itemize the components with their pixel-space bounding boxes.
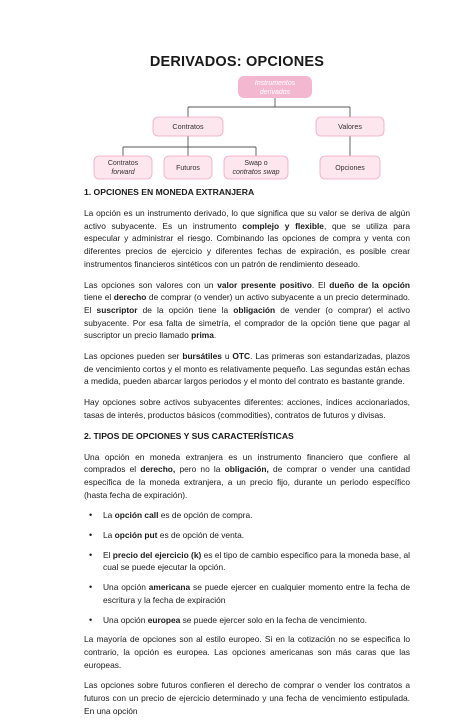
bold-term: suscriptor	[96, 304, 138, 315]
list-item: • El precio del ejercicio (k) es el tipo de cambio especifico para la moneda base, al cual se puede ejecutar la opción.	[84, 549, 410, 574]
section-heading: 1. OPCIONES EN MONEDA EXTRANJERA	[84, 187, 255, 197]
node-contratos-forward	[94, 156, 152, 179]
paragraph: Las opciones sobre futuros confieren el derecho de comprar o vender los contratos a futuros con un precio de ejercicio determinado y una fecha de vencimiento estipulada. En una opción	[84, 680, 410, 716]
list-item: • La opción put es de opción de venta.	[84, 529, 410, 542]
bold-term: opción put	[114, 530, 158, 541]
list-item: • La opción call es de opción de compra.	[84, 509, 410, 522]
node-valores	[316, 117, 384, 136]
bold-term: europea	[147, 614, 181, 625]
svg-text:Valores: Valores	[338, 122, 362, 131]
svg-text:Instrumentos: Instrumentos	[254, 80, 296, 87]
list-item: • Una opción europea se puede ejercer solo en la fecha de vencimiento.	[84, 614, 410, 627]
bold-term: precio del ejercicio (k)	[112, 549, 202, 560]
node-futuros	[164, 156, 212, 179]
paragraph: La opción es un instrumento derivado, lo que significa que su valor se deriva de algún activo subyacente. Es un instrumento complejo y flexible, que se utiliza para especular y administrar el riesgo. Combinando las opciones de compra y venta con diferentes precios de ejercicio y diferentes fechas de expiración, es posible crear instrumentos financieros sintéticos con un patrón de rendimiento deseado.	[84, 208, 410, 269]
svg-text:forward: forward	[111, 169, 135, 176]
bold-term: complejo y flexible	[242, 220, 324, 231]
svg-text:Opciones: Opciones	[335, 165, 365, 172]
paragraph: Las opciones son valores con un valor presente positivo. El dueño de la opción tiene el derecho de comprar (o vender) un activo subyacente a un precio determinado. El suscriptor de la opción tiene la obligación de vender (o comprar) el activo subyacente. Por esa falta de simetría, el comprador de la opción tiene que pagar al suscriptor un precio llamado prima.	[84, 279, 410, 341]
node-instrumentos-derivados	[238, 76, 312, 98]
bold-term: opción call	[114, 510, 159, 521]
list-item: • Una opción americana se puede ejercer en cualquier momento entre la fecha de escritura y la fecha de expiración	[84, 581, 410, 606]
paragraph: Una opción en moneda extranjera es un instrumento financiero que confiere al comprados el derecho, pero no la obligación, de comprar o vender una cantidad especifica de la moneda extranjera, a un precio fijo, durante un periodo específico (hasta fecha de expiración).	[84, 451, 410, 500]
section-heading: 2. TIPOS DE OPCIONES Y SUS CARACTERÍSTICAS	[84, 430, 294, 441]
svg-text:Contratos: Contratos	[107, 160, 139, 167]
bold-term: derecho,	[140, 464, 176, 475]
node-contratos	[153, 117, 223, 136]
bold-term: obligación	[233, 304, 276, 315]
node-opciones	[320, 156, 380, 179]
svg-text:Futuros: Futuros	[176, 165, 200, 172]
derivatives-diagram	[0, 74, 474, 186]
bold-term: obligación,	[224, 464, 269, 475]
paragraph: Hay opciones sobre activos subyacentes diferentes: acciones, índices accionariados, tasas de interés, productos básicos (commodities), contratos de futuros y divisas.	[84, 397, 410, 420]
paragraph: La mayoría de opciones son al estilo europeo. Si en la cotización no se especifica lo contrario, la opción es europea. Las opciones americanas son más caras que las europeas.	[84, 634, 410, 670]
bullet-list	[84, 509, 410, 626]
node-swap	[224, 156, 288, 179]
bold-term: bursátiles	[182, 351, 222, 362]
document-title: DERIVADOS: OPCIONES	[149, 54, 325, 70]
bold-term: valor presente positivo	[217, 279, 312, 290]
bold-term: dueño de la opción	[329, 279, 410, 290]
body-text	[84, 186, 410, 726]
bold-term: prima	[191, 330, 214, 341]
svg-text:contratos swap: contratos swap	[232, 169, 280, 176]
bold-term: OTC	[232, 351, 251, 362]
svg-text:Swap o: Swap o	[244, 160, 268, 167]
paragraph: Las opciones pueden ser bursátiles u OTC. Las primeras son estandarizadas, plazos de vencimiento cortos y el monto es relativamente pequeño. Las segundas están echas a medida, pueden abarcar largos periodos y el monto del contrato es bastante grande.	[84, 351, 410, 387]
bold-term: americana	[148, 582, 191, 593]
svg-text:derivados: derivados	[259, 89, 291, 96]
bold-term: derecho	[113, 292, 147, 303]
svg-text:Contratos: Contratos	[172, 122, 204, 131]
